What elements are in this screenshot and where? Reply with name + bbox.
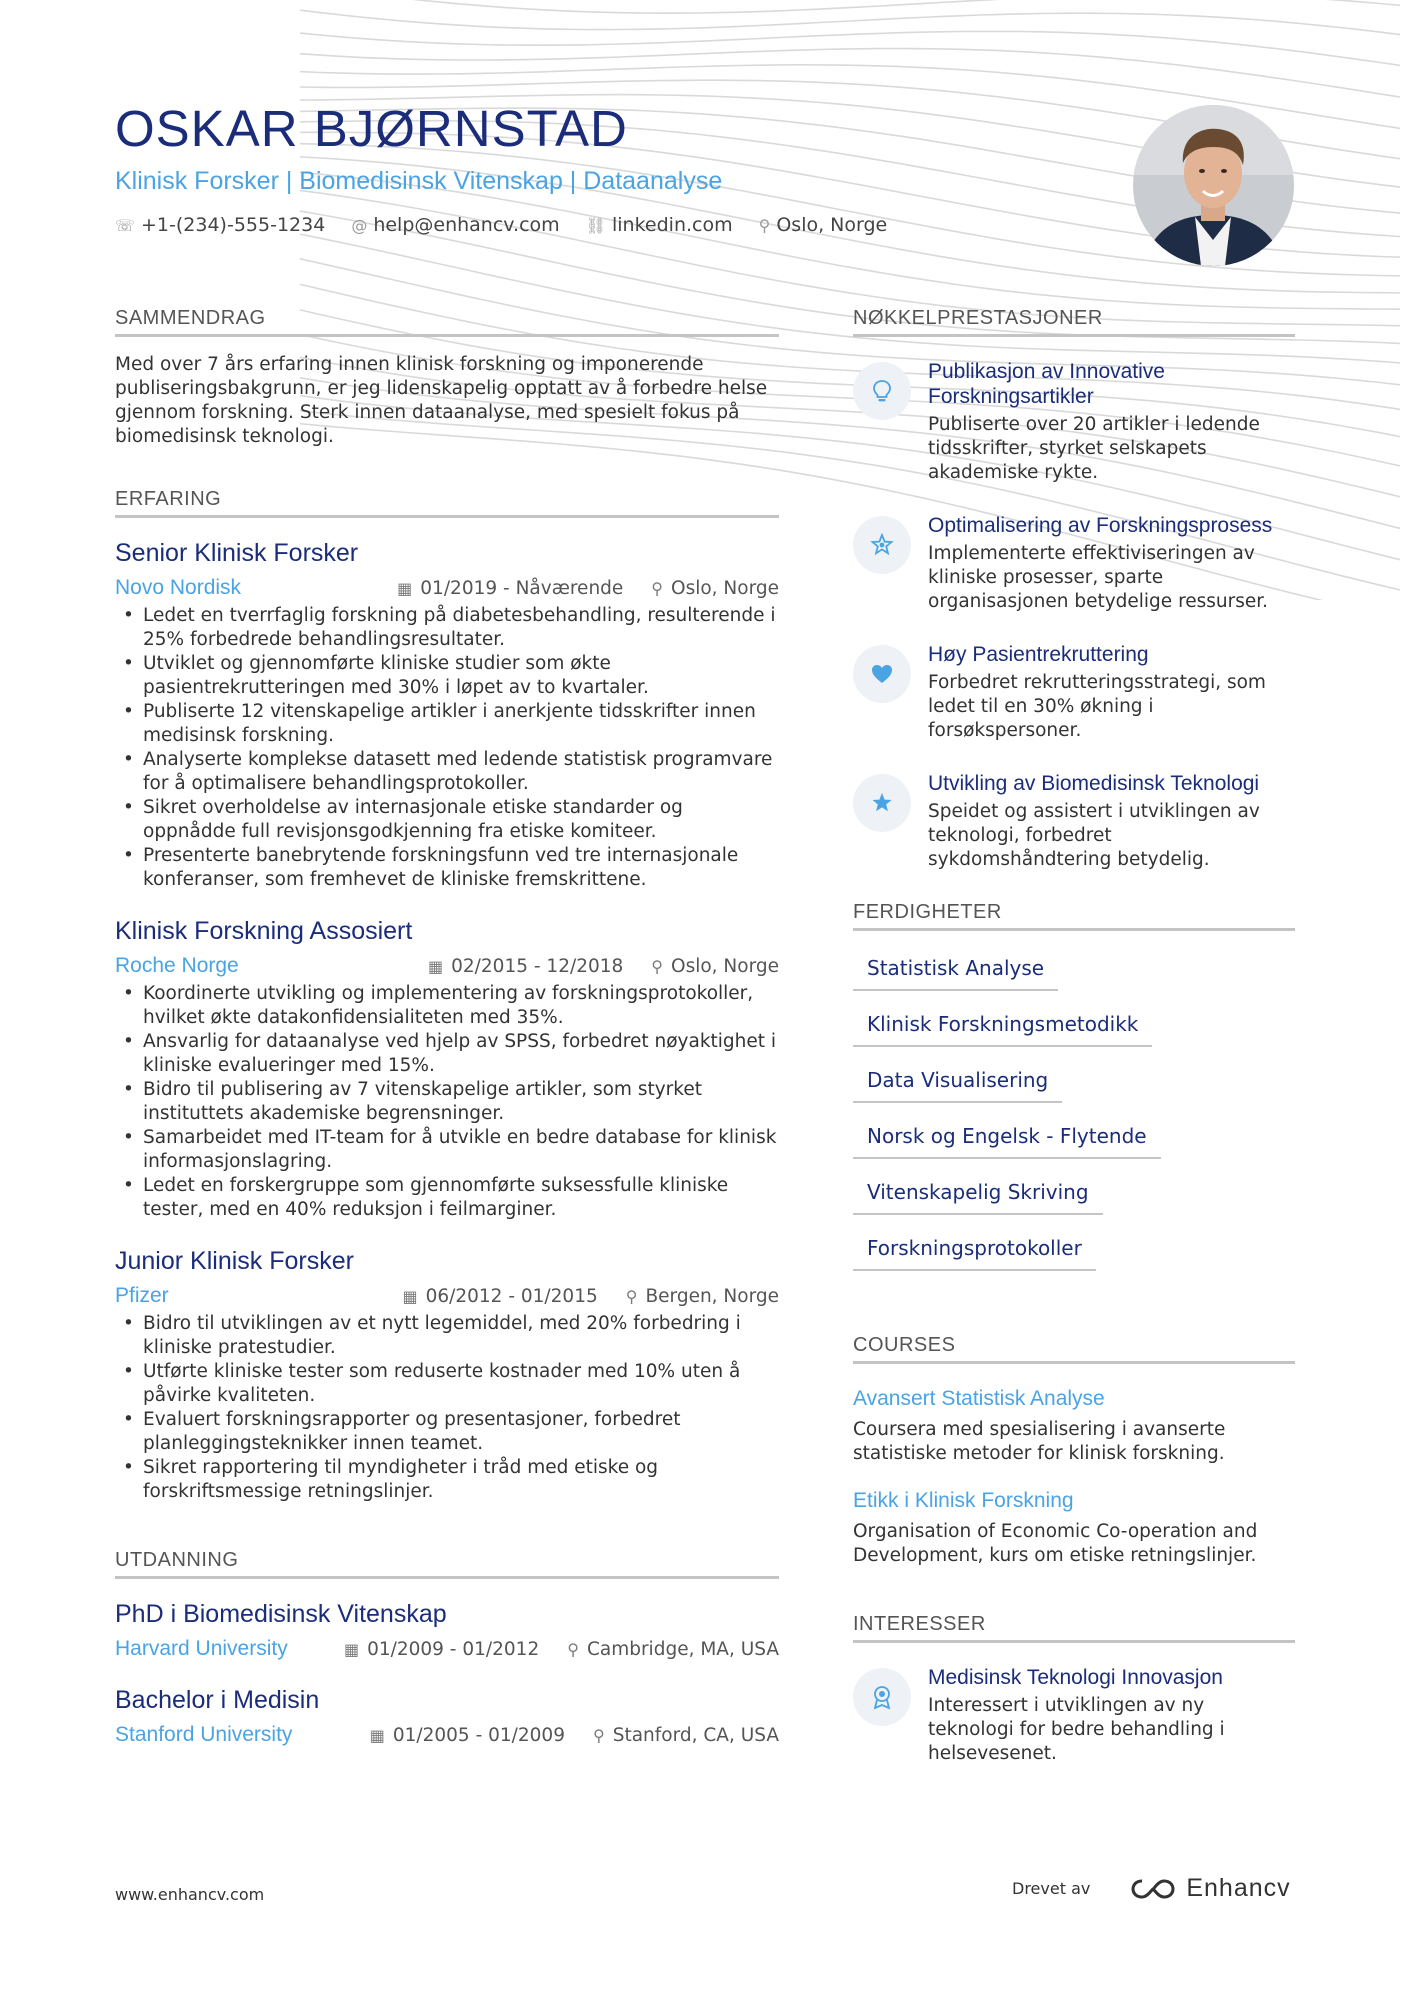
education-dates <box>370 1725 565 1746</box>
section-title-experience: ERFARING <box>115 487 779 518</box>
course-desc: Organisation of Economic Co-operation and Development, kurs om etiske retningslinjer. <box>853 1521 1258 1566</box>
education-dates <box>344 1639 539 1660</box>
location-text: Stanford, CA, USA <box>612 1724 779 1746</box>
date-text: 01/2005 - 01/2009 <box>392 1724 565 1746</box>
bullet-item: • Utviklet og gjennomførte kliniske studier som økte pasientrekrutteringen med 30% i løpet av to kvartaler. <box>115 652 779 700</box>
at-icon: @ <box>351 215 368 235</box>
location-text: Oslo, Norge <box>776 214 888 236</box>
job-meta <box>115 1284 779 1308</box>
achievement-item <box>853 642 1295 743</box>
skill-tag: Vitenskapelig Skriving <box>853 1179 1103 1215</box>
school-name: Harvard University <box>115 1637 288 1660</box>
wave-line <box>300 49 1400 97</box>
wave-line <box>300 31 1400 65</box>
bullet-item: • Ledet en forskergruppe som gjennomførte suksessfulle kliniske tester, med en 40% reduksjon i feilmarginer. <box>115 1174 779 1222</box>
candidate-name: OSKAR BJØRNSTAD <box>115 100 628 157</box>
experience-entry <box>115 1246 779 1504</box>
heart-icon <box>853 645 911 703</box>
calendar-icon: ▦ <box>402 1286 418 1306</box>
interest-title: Medisinsk Teknologi Innovasjon <box>928 1666 1223 1689</box>
star-hand-icon <box>853 516 911 574</box>
location-text: Oslo, Norge <box>671 577 779 599</box>
powered-by-label: Drevet av <box>1012 1879 1091 1898</box>
bullet-item: • Evaluert forskningsrapporter og presentasjoner, forbedret planleggingsteknikker innen teamet. <box>115 1408 779 1456</box>
calendar-icon: ▦ <box>369 1725 385 1745</box>
job-title: Senior Klinisk Forsker <box>115 539 359 567</box>
course-item <box>853 1488 1295 1568</box>
achievement-list <box>853 359 1295 872</box>
education-entry <box>115 1685 779 1747</box>
job-bullets <box>115 1312 779 1504</box>
resume-header <box>115 100 1065 236</box>
achievement-desc: Publiserte over 20 artikler i ledende tidsskrifter, styrket selskapets akademiske rykte. <box>928 414 1260 483</box>
right-column <box>853 306 1295 1794</box>
degree-title: PhD i Biomedisinsk Vitenskap <box>115 1600 447 1628</box>
section-title-summary: SAMMENDRAG <box>115 306 779 337</box>
achievement-title: Optimalisering av Forskningsprosess <box>928 514 1273 537</box>
bullet-item: • Bidro til utviklingen av et nytt legemiddel, med 20% forbedring i kliniske pratestudier. <box>115 1312 779 1360</box>
interests-section <box>853 1612 1295 1766</box>
company-name: Novo Nordisk <box>115 576 242 599</box>
bullet-item: • Presenterte banebrytende forskningsfunn ved tre internasjonale konferanser, som fremhevet de kliniske fremskrittene. <box>115 844 779 892</box>
education-section <box>115 1548 779 1747</box>
skill-list <box>853 955 1295 1291</box>
job-title: Klinisk Forskning Assosiert <box>115 917 413 945</box>
bullet-item: • Publiserte 12 vitenskapelige artikler i anerkjente tidsskrifter innen medisinsk forskning. <box>115 700 779 748</box>
bullet-item: • Utførte kliniske tester som reduserte kostnader med 10% uten å påvirke kvaliteten. <box>115 1360 779 1408</box>
bullet-item: • Bidro til publisering av 7 vitenskapelige artikler, som styrket instituttets akademiske begrensninger. <box>115 1078 779 1126</box>
education-location <box>593 1725 779 1746</box>
date-text: 01/2019 - Nåværende <box>420 577 624 599</box>
linkedin-text: linkedin.com <box>612 214 733 236</box>
footer-website[interactable]: www.enhancv.com <box>115 1885 265 1904</box>
job-bullets <box>115 982 779 1222</box>
location-text: Bergen, Norge <box>645 1285 779 1307</box>
location-text: Oslo, Norge <box>671 955 779 977</box>
achievement-desc: Speidet og assistert i utviklingen av teknologi, forbedret sykdomshåndtering betydelig. <box>928 801 1260 870</box>
interest-desc: Interessert i utviklingen av ny teknologi for bedre behandling i helsevesenet. <box>928 1695 1225 1764</box>
course-item <box>853 1386 1295 1466</box>
achievements-section <box>853 306 1295 872</box>
achievement-title: Publikasjon av Innovative Forskningsartikler <box>928 360 1165 408</box>
achievement-title: Høy Pasientrekruttering <box>928 643 1149 666</box>
contact-location <box>759 214 888 236</box>
profile-photo <box>1133 105 1294 266</box>
skill-tag: Statistisk Analyse <box>853 955 1058 991</box>
bullet-item: • Samarbeidet med IT-team for å utvikle en bedre database for klinisk informasjonslagring. <box>115 1126 779 1174</box>
bullet-item: • Sikret overholdelse av internasjonale etiske standarder og oppnådde full revisjonsgodkjenning fra etiske komiteer. <box>115 796 779 844</box>
skill-tag: Forskningsprotokoller <box>853 1235 1096 1271</box>
location-pin-icon: ⚲ <box>567 1639 579 1659</box>
brand-name: Enhancv <box>1186 1874 1291 1902</box>
education-meta <box>115 1723 779 1747</box>
phone-text: +1-(234)-555-1234 <box>141 214 326 236</box>
location-pin-icon: ⚲ <box>592 1725 605 1745</box>
phone-icon: ☏ <box>115 215 136 235</box>
skill-tag: Data Visualisering <box>853 1067 1062 1103</box>
course-desc: Coursera med spesialisering i avanserte statistiske metoder for klinisk forskning. <box>853 1419 1226 1464</box>
degree-title: Bachelor i Medisin <box>115 1686 320 1714</box>
date-text: 06/2012 - 01/2015 <box>425 1285 598 1307</box>
calendar-icon: ▦ <box>428 956 444 976</box>
bullet-item: • Sikret rapportering til myndigheter i tråd med etiske og forskriftsmessige retningslinjer. <box>115 1456 779 1504</box>
education-entry <box>115 1599 779 1661</box>
job-title: Junior Klinisk Forsker <box>115 1247 354 1275</box>
job-location <box>626 1286 779 1307</box>
achievement-desc: Forbedret rekrutteringsstrategi, som ledet til en 30% økning i forsøkspersoner. <box>928 672 1266 741</box>
courses-section <box>853 1333 1295 1568</box>
job-dates <box>428 956 623 977</box>
calendar-icon: ▦ <box>343 1639 360 1659</box>
interest-item <box>853 1665 1295 1766</box>
location-pin-icon: ⚲ <box>651 578 664 598</box>
infinity-logo-icon <box>1130 1877 1176 1901</box>
badge-icon <box>853 1668 911 1726</box>
experience-section <box>115 487 779 1504</box>
job-meta <box>115 576 779 600</box>
course-title: Etikk i Klinisk Forskning <box>853 1489 1074 1512</box>
section-title-education: UTDANNING <box>115 1548 779 1579</box>
bullet-item: • Ansvarlig for dataanalyse ved hjelp av SPSS, forbedret nøyaktighet i kliniske evalueringer med 15%. <box>115 1030 779 1078</box>
achievement-item <box>853 771 1295 872</box>
job-location <box>651 956 779 977</box>
star-icon <box>853 774 911 832</box>
location-pin-icon: ⚲ <box>758 215 771 235</box>
education-location <box>567 1639 779 1660</box>
wave-line <box>300 0 1400 13</box>
company-name: Roche Norge <box>115 954 239 977</box>
left-column <box>115 306 779 1747</box>
interest-list <box>853 1665 1295 1766</box>
company-name: Pfizer <box>115 1284 169 1307</box>
contact-bar <box>115 214 1065 236</box>
lightbulb-icon <box>853 362 911 420</box>
bullet-item: • Analyserte komplekse datasett med ledende statistisk programvare for å optimalisere behandlingsprotokoller. <box>115 748 779 796</box>
summary-section <box>115 306 779 449</box>
contact-linkedin[interactable] <box>586 214 733 236</box>
brand-logo[interactable] <box>1130 1874 1290 1903</box>
achievement-item <box>853 359 1295 485</box>
section-title-achievements: NØKKELPRESTASJONER <box>853 306 1295 337</box>
job-bullets <box>115 604 779 892</box>
contact-phone[interactable] <box>115 214 325 236</box>
experience-entry <box>115 538 779 892</box>
date-text: 02/2015 - 12/2018 <box>451 955 624 977</box>
location-text: Cambridge, MA, USA <box>586 1638 779 1660</box>
summary-text: Med over 7 års erfaring innen klinisk forskning og imponerende publiseringsbakgrunn, er jeg lidenskapelig opptatt av å forbedre helse gjennom forskning. Sterk innen dataanalyse, med spesielt fokus på biomedisinsk teknologi. <box>115 354 768 447</box>
achievement-title: Utvikling av Biomedisinsk Teknologi <box>928 772 1260 795</box>
achievement-item <box>853 513 1295 614</box>
contact-email[interactable] <box>351 214 559 236</box>
school-name: Stanford University <box>115 1723 293 1746</box>
link-icon: ⛓ <box>585 215 606 235</box>
achievement-desc: Implementerte effektiviseringen av kliniske prosesser, sparte organisasjonen betydelige ressurser. <box>928 543 1269 612</box>
job-dates <box>397 578 623 599</box>
skill-tag: Norsk og Engelsk - Flytende <box>853 1123 1161 1159</box>
section-title-interests: INTERESSER <box>853 1612 1295 1643</box>
footer-branding <box>1012 1874 1291 1903</box>
job-meta <box>115 954 779 978</box>
section-title-skills: FERDIGHETER <box>853 900 1295 931</box>
bullet-item: • Koordinerte utvikling og implementering av forskningsprotokoller, hvilket økte datakonfidensialiteten med 35%. <box>115 982 779 1030</box>
job-location <box>651 578 779 599</box>
skill-tag: Klinisk Forskningsmetodikk <box>853 1011 1152 1047</box>
candidate-headline: Klinisk Forsker | Biomedisinsk Vitenskap | Dataanalyse <box>115 167 723 195</box>
date-text: 01/2009 - 01/2012 <box>367 1638 540 1660</box>
email-text: help@enhancv.com <box>373 214 560 236</box>
bullet-item: • Ledet en tverrfaglig forskning på diabetesbehandling, resulterende i 25% forbedrede behandlingsresultater. <box>115 604 779 652</box>
course-title: Avansert Statistisk Analyse <box>853 1387 1105 1410</box>
skills-section <box>853 900 1295 1291</box>
calendar-icon: ▦ <box>397 578 413 598</box>
education-meta <box>115 1637 779 1661</box>
section-title-courses: COURSES <box>853 1333 1295 1364</box>
experience-entry <box>115 916 779 1222</box>
location-pin-icon: ⚲ <box>625 1286 638 1306</box>
location-pin-icon: ⚲ <box>651 956 664 976</box>
wave-line <box>300 10 1400 34</box>
job-dates <box>402 1286 597 1307</box>
